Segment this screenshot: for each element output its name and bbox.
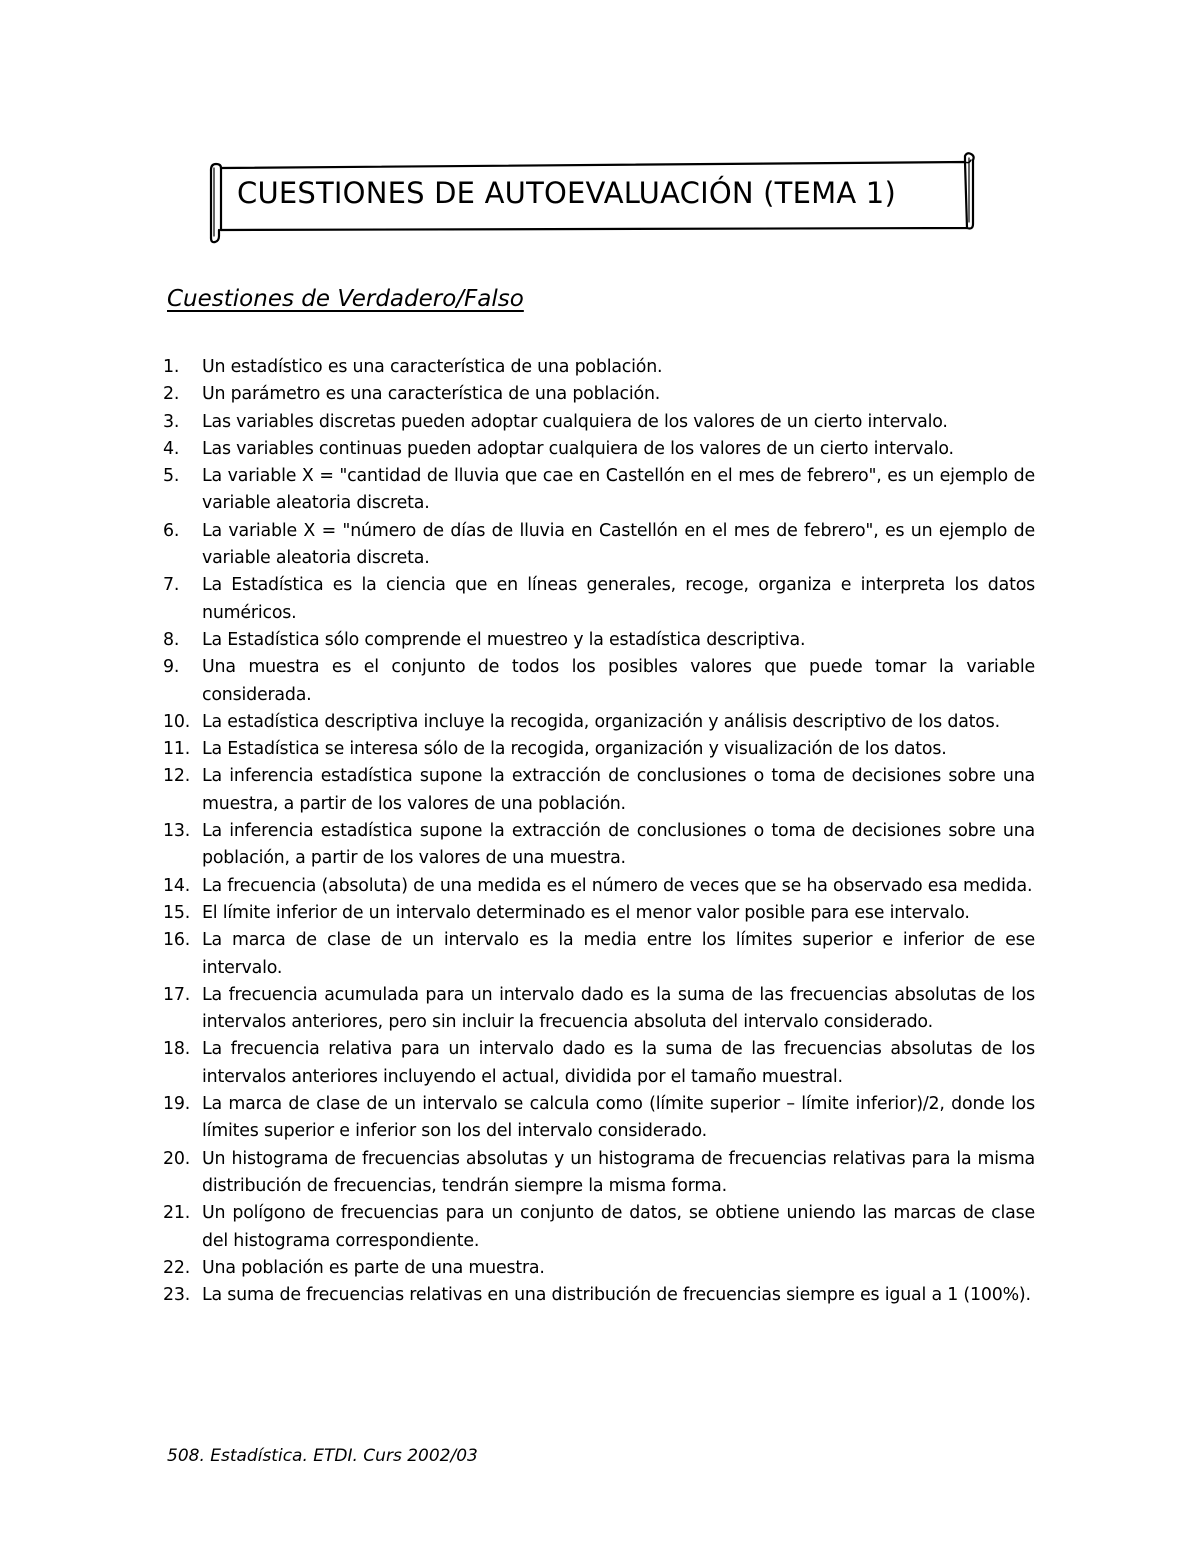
list-item [163,436,1035,463]
question-number: 15. [163,902,191,923]
question-text: La frecuencia (absoluta) de una medida es el número de veces que se ha observado esa medida. [202,875,1033,896]
question-number: 2. [163,384,180,405]
question-text: Un histograma de frecuencias absolutas y un histograma de frecuencias relativas para la misma distribución de frecuencias, tendrán siempre la misma forma. [202,1148,1035,1196]
question-text: Un polígono de frecuencias para un conjunto de datos, se obtiene uniendo las marcas de clase del histograma correspondiente. [202,1203,1035,1251]
question-text: La marca de clase de un intervalo se calcula como (límite superior – límite inferior)/2, donde los límites superior e inferior son los del intervalo considerado. [202,1094,1035,1142]
question-number: 7. [163,575,180,596]
list-item [163,982,1035,1037]
question-number: 3. [163,411,180,432]
section-heading: Cuestiones de Verdadero/Falso [167,286,524,312]
question-number: 11. [163,739,191,760]
list-item [163,1200,1035,1255]
question-number: 20. [163,1148,191,1169]
list-item [163,354,1035,381]
question-number: 4. [163,438,180,459]
list-item [163,1091,1035,1146]
question-text: La Estadística sólo comprende el muestreo y la estadística descriptiva. [202,629,806,650]
list-item [163,654,1035,709]
question-text: El límite inferior de un intervalo determinado es el menor valor posible para ese intervalo. [202,902,970,923]
question-text: La Estadística se interesa sólo de la recogida, organización y visualización de los datos. [202,739,947,760]
list-item [163,736,1035,763]
question-number: 19. [163,1094,191,1115]
page-title: CUESTIONES DE AUTOEVALUACIÓN (TEMA 1) [237,176,896,210]
title-scroll-banner [205,150,980,245]
list-item [163,1282,1035,1309]
question-text: Las variables discretas pueden adoptar cualquiera de los valores de un cierto intervalo. [202,411,948,432]
question-text: Una muestra es el conjunto de todos los posibles valores que puede tomar la variable considerada. [202,657,1035,705]
question-number: 23. [163,1285,191,1306]
question-number: 10. [163,711,191,732]
question-text: Un parámetro es una característica de una población. [202,384,661,405]
question-number: 13. [163,821,191,842]
question-number: 6. [163,520,180,541]
list-item [163,463,1035,518]
question-number: 5. [163,466,180,487]
question-number: 12. [163,766,191,787]
question-list [163,354,1035,1309]
question-text: La variable X = "cantidad de lluvia que cae en Castellón en el mes de febrero", es un ejemplo de variable aleatoria discreta. [202,466,1035,514]
question-number: 21. [163,1203,191,1224]
question-text: La variable X = "número de días de lluvia en Castellón en el mes de febrero", es un ejemplo de variable aleatoria discreta. [202,520,1035,569]
question-text: La frecuencia relativa para un intervalo dado es la suma de las frecuencias absolutas de los intervalos anteriores incluyendo el actual, dividida por el tamaño muestral. [202,1039,1035,1087]
question-text: Las variables continuas pueden adoptar cualquiera de los valores de un cierto intervalo. [202,438,954,459]
question-number: 18. [163,1039,191,1060]
list-item [163,518,1035,573]
question-number: 17. [163,984,191,1005]
question-text: La Estadística es la ciencia que en líneas generales, recoge, organiza e interpreta los datos numéricos. [202,575,1035,623]
question-text: La frecuencia acumulada para un intervalo dado es la suma de las frecuencias absolutas de los intervalos anteriores, pero sin incluir la frecuencia absoluta del intervalo considerado. [202,984,1035,1033]
question-text: Una población es parte de una muestra. [202,1257,545,1278]
question-text: La marca de clase de un intervalo es la media entre los límites superior e inferior de ese intervalo. [202,930,1035,978]
list-item [163,709,1035,736]
list-item [163,572,1035,627]
list-item [163,763,1035,818]
question-number: 1. [163,357,180,377]
question-text: La suma de frecuencias relativas en una distribución de frecuencias siempre es igual a 1 (100%). [202,1285,1031,1306]
list-item [163,927,1035,982]
list-item [163,818,1035,873]
question-number: 16. [163,930,191,951]
list-item [163,900,1035,927]
list-item [163,381,1035,408]
page-footer: 508. Estadística. ETDI. Curs 2002/03 [167,1446,478,1466]
question-number: 9. [163,657,180,678]
list-item [163,873,1035,900]
question-text: Un estadístico es una característica de una población. [202,357,663,377]
question-text: La inferencia estadística supone la extracción de conclusiones o toma de decisiones sobre una población, a partir de los valores de una muestra. [202,821,1035,869]
question-number: 8. [163,629,180,650]
question-text: La estadística descriptiva incluye la recogida, organización y análisis descriptivo de los datos. [202,711,1000,732]
list-item [163,1146,1035,1201]
list-item [163,1255,1035,1282]
question-number: 22. [163,1257,191,1278]
question-number: 14. [163,875,191,896]
list-item [163,627,1035,654]
list-item [163,409,1035,436]
list-item [163,1036,1035,1091]
question-text: La inferencia estadística supone la extracción de conclusiones o toma de decisiones sobre una muestra, a partir de los valores de una población. [202,766,1035,814]
